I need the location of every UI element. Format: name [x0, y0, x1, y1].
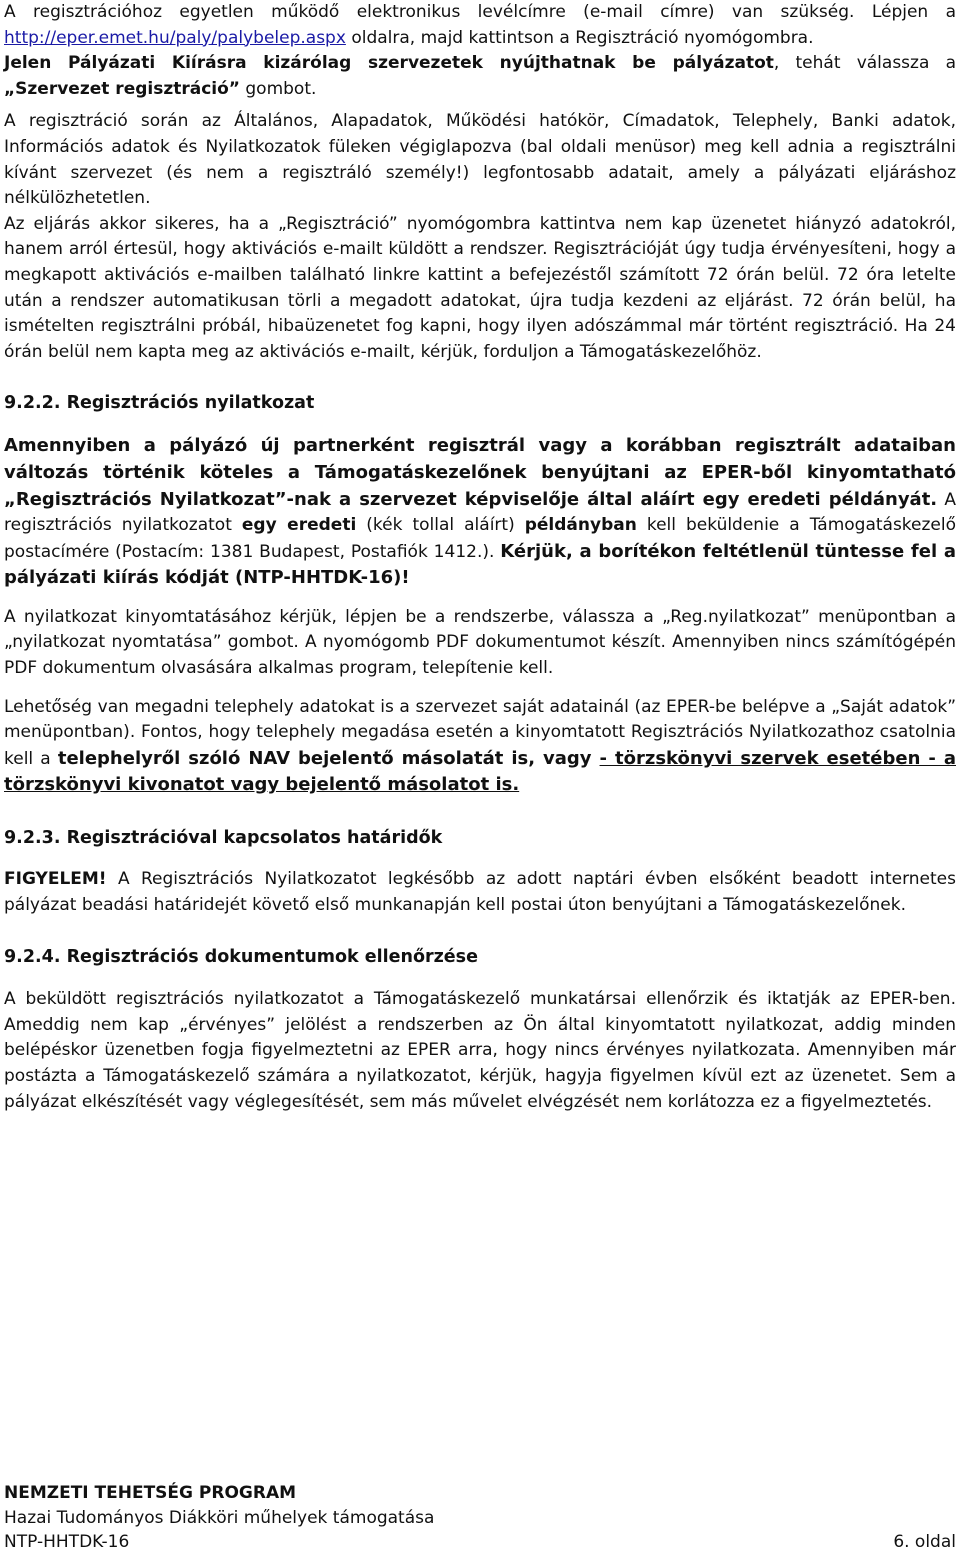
paragraph-registration-intro [4, 0, 956, 51]
heading-9-2-4: 9.2.4. Regisztrációs dokumentumok ellenőrzése [4, 947, 478, 968]
text: oldalra, majd kattintson a Regisztráció nyomógombra. [345, 27, 814, 48]
bold-text: egy eredeti [241, 515, 357, 536]
bold-text: példányban [524, 515, 637, 536]
paragraph-registration-declaration [4, 433, 956, 592]
text: kell beküldenie a Támogatáskezelő postacímére (Postacím: 1381 Budapest, Postafiók 1412.). [4, 515, 957, 562]
paragraph-registration-success: Az eljárás akkor sikeres, ha a „Regisztráció” nyomógombra kattintva nem kap üzenetet hiányzó adatokról, hanem arról értesül, hogy aktivációs e-mailt küldött a rendszer. Regisztrációját úgy tudja érvényesíteni, hogy a megkapott aktivációs e-mailben található linkre kattint a befejezéstől számított 72 órán belül. 72 óra letelte után a rendszer automatikusan törli a megadott adatokat, újra tudja kezdeni az eljárást. 72 órán belül, ha ismételten regisztrálni próbál, hibaüzenetet fog kapni, hogy ilyen adószámmal már történt regisztráció. Ha 24 órán belül nem kapta meg az aktivációs e-mailt, kérjük, forduljon a Támogatáskezelőhöz. [4, 213, 956, 362]
bold-text: FIGYELEM! [4, 869, 107, 890]
bold-text: telephelyről szóló NAV bejelentő másolatát is, vagy [57, 747, 600, 769]
bold-text: Jelen Pályázati Kiírásra kizárólag szervezetek nyújthatnak be pályázatot [4, 53, 774, 74]
text: A regisztrációhoz egyetlen működő elektronikus levélcímre (e-mail címre) van szükség. Lépjen a [4, 2, 956, 22]
paragraph-deadline-warning [4, 867, 956, 918]
paragraph-document-check: A beküldött regisztrációs nyilatkozatot a Támogatáskezelő munkatársai ellenőrzik és iktatják az EPER-ben. Ameddig nem kap „érvényes” jelölést a rendszerben az Ön által kinyomtatott nyilatkozat, addig minden belépéskor üzenetben fogja figyelmeztetni az EPER arra, hogy nincs érvényes nyilatkozata. Amennyiben már postázta a Támogatáskezelő számára a nyilatkozatot, kérjük, hagyja figyelmen kívül ezt az üzenetet. Sem a pályázat elkészítését vagy véglegesítését, sem más művelet elvégzését nem korlátozza ez a figyelmeztetés. [4, 989, 956, 1112]
page-number: 6. oldal [893, 1532, 956, 1553]
text: (kék tollal aláírt) [356, 515, 525, 536]
eper-link[interactable]: http://eper.emet.hu/paly/palybelep.aspx [4, 27, 346, 48]
paragraph-registration-tabs: A regisztráció során az Általános, Alapadatok, Működési hatókör, Címadatok, Telephely, Banki adatok, Információs adatok és Nyilatkozatok füleken végiglapozva (bal oldali menüsor) meg kell adnia a regisztrálni kívánt szervezet (és nem a regisztráló személy!) legfontosabb adatait, amely a pályázati eljáráshoz nélkülözhetetlen. [4, 111, 956, 209]
bold-text: Amennyiben a pályázó új partnerként regisztrál vagy a korábban regisztrált adataiban változás történik köteles a Támogatáskezelőnek benyújtani az EPER-ből kinyomtatható „Regisztrációs Nyilatkozat”-nak a szervezet képviselője által aláírt egy eredeti példányát. [4, 435, 956, 510]
document-body [4, 0, 956, 1115]
footer-program: NEMZETI TEHETSÉG PROGRAM [4, 1483, 297, 1503]
bold-text: „Szervezet regisztráció” [4, 78, 240, 99]
bold-text: Kérjük, a borítékon feltétlenül tüntesse fel a pályázati kiírás kódját (NTP-HHTDK-16)! [4, 540, 956, 589]
text: A Regisztrációs Nyilatkozatot legkésőbb az adott naptári évben elsőként beadott internetes pályázat beadási határidejét követő első munkanapján kell postai úton benyújtani a Támogatáskezelőnek. [4, 869, 956, 915]
text: A regisztrációs nyilatkozatot [4, 489, 956, 536]
footer-row [4, 1530, 956, 1555]
heading-9-2-3: 9.2.3. Regisztrációval kapcsolatos határidők [4, 828, 443, 849]
footer-code: NTP-HHTDK-16 [4, 1532, 130, 1553]
paragraph-organization-only [4, 51, 956, 102]
heading-9-2-2: 9.2.2. Regisztrációs nyilatkozat [4, 393, 315, 414]
text: gombot. [239, 78, 317, 99]
underlined-text: - törzskönyvi szervek esetében - a törzskönyvi kivonatot vagy bejelentő másolatot is. [4, 747, 956, 796]
paragraph-site-data [4, 695, 956, 799]
text: Lehetőség van megadni telephely adatokat is a szervezet saját adatainál (az EPER-be belépve a „Saját adatok” menüpontban). Fontos, hogy telephely megadása esetén a kinyomtatott Regisztrációs Nyilatkozathoz csatolnia kell a [4, 696, 956, 769]
text: , tehát válassza a [773, 53, 956, 74]
footer-subtitle: Hazai Tudományos Diákköri műhelyek támogatása [4, 1507, 435, 1528]
paragraph-print-declaration: A nyilatkozat kinyomtatásához kérjük, lépjen be a rendszerbe, válassza a „Reg.nyilatkozat” menüpontban a „nyilatkozat nyomtatása” gombot. A nyomógomb PDF dokumentumot készít. Amennyiben nincs számítógépén PDF dokumentum olvasására alkalmas program, telepítenie kell. [4, 606, 956, 679]
page-footer [4, 1481, 956, 1555]
